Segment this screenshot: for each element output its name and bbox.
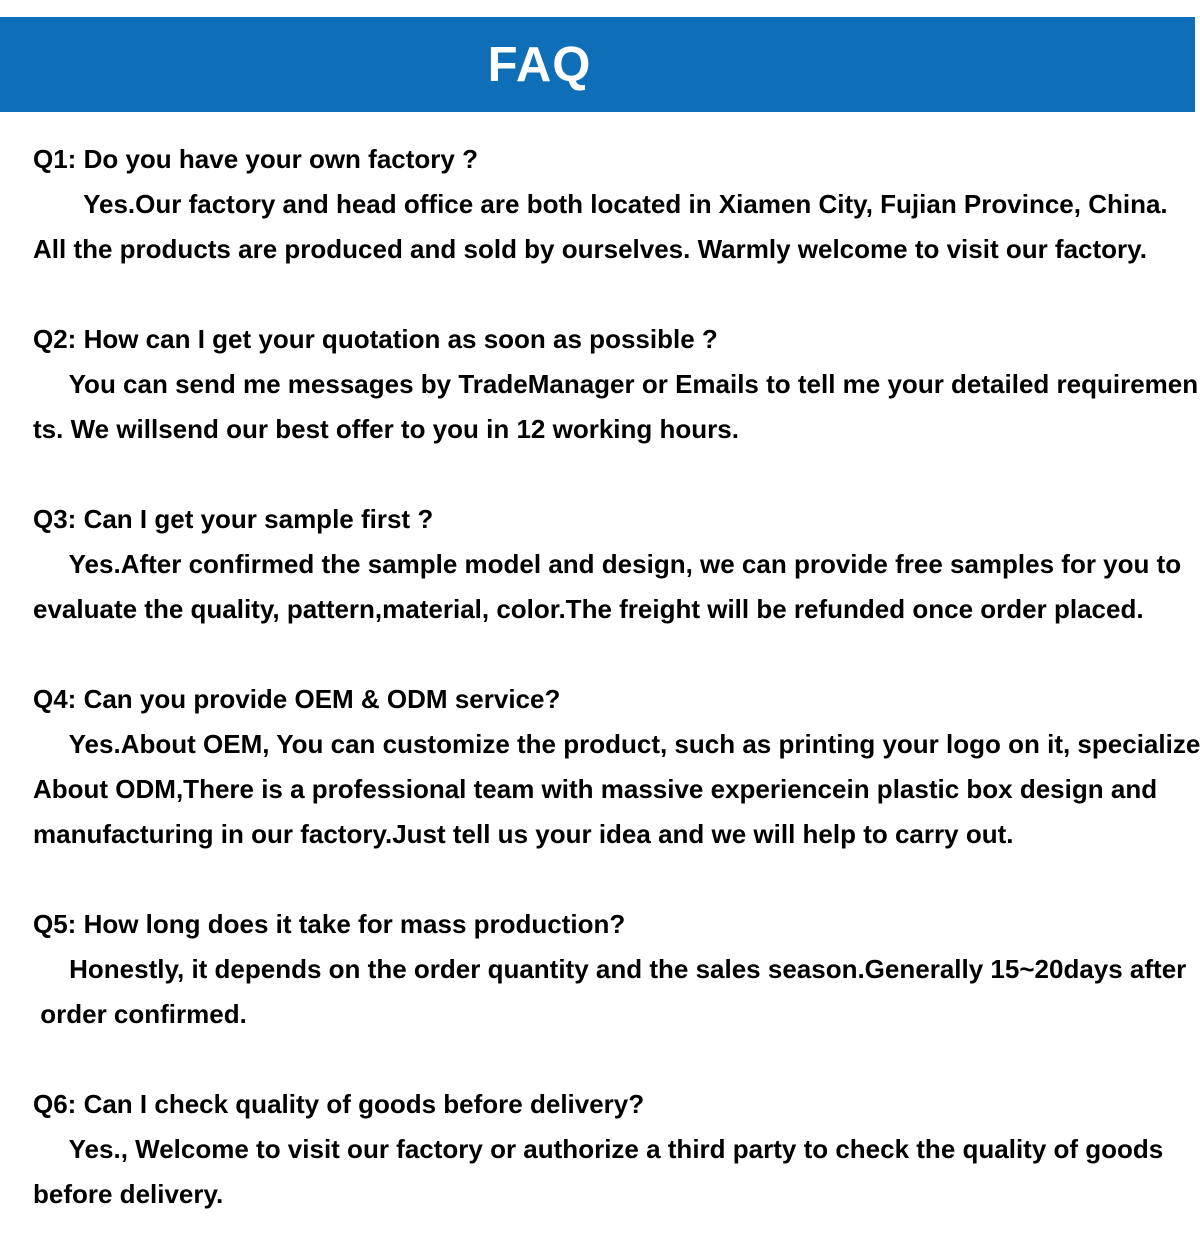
faq-answer-line: Yes.About OEM, You can customize the product, such as printing your logo on it, specialize <box>33 729 1200 759</box>
faq-answer-line: Yes.After confirmed the sample model and design, we can provide free samples for you to <box>33 549 1182 579</box>
faq-section-q5 <box>33 902 1200 1037</box>
faq-question: Q2: How can I get your quotation as soon as possible ? <box>33 324 718 354</box>
faq-section-q6 <box>33 1082 1200 1217</box>
faq-answer-line: before delivery. <box>33 1179 224 1209</box>
faq-answer-line: About ODM,There is a professional team with massive experiencein plastic box design and <box>33 774 1158 804</box>
faq-section-q1 <box>33 137 1200 272</box>
faq-answer-line: evaluate the quality, pattern,material, color.The freight will be refunded once order placed. <box>33 594 1144 624</box>
faq-header-bar <box>0 17 1195 112</box>
faq-question: Q1: Do you have your own factory ? <box>33 144 478 174</box>
faq-title: FAQ <box>487 37 592 92</box>
faq-content <box>33 137 1200 1245</box>
faq-answer-line: Yes., Welcome to visit our factory or authorize a third party to check the quality of goods <box>33 1134 1164 1164</box>
faq-answer-line: ts. We willsend our best offer to you in 12 working hours. <box>33 414 739 444</box>
faq-section-q3 <box>33 497 1200 632</box>
faq-section-q2 <box>33 317 1200 452</box>
faq-question: Q5: How long does it take for mass production? <box>33 909 626 939</box>
faq-question: Q6: Can I check quality of goods before delivery? <box>33 1089 645 1119</box>
faq-section-q4 <box>33 677 1200 857</box>
faq-answer-line: Honestly, it depends on the order quantity and the sales season.Generally 15~20days after <box>33 954 1187 984</box>
faq-answer-line: Yes.Our factory and head office are both located in Xiamen City, Fujian Province, China. <box>33 189 1168 219</box>
faq-question: Q4: Can you provide OEM & ODM service? <box>33 684 561 714</box>
faq-answer-line: order confirmed. <box>33 999 247 1029</box>
faq-answer-line: manufacturing in our factory.Just tell us your idea and we will help to carry out. <box>33 819 1014 849</box>
faq-question: Q3: Can I get your sample first ? <box>33 504 434 534</box>
faq-answer-line: All the products are produced and sold by ourselves. Warmly welcome to visit our factory. <box>33 234 1147 264</box>
faq-answer-line: You can send me messages by TradeManager or Emails to tell me your detailed requiremen <box>33 369 1199 399</box>
